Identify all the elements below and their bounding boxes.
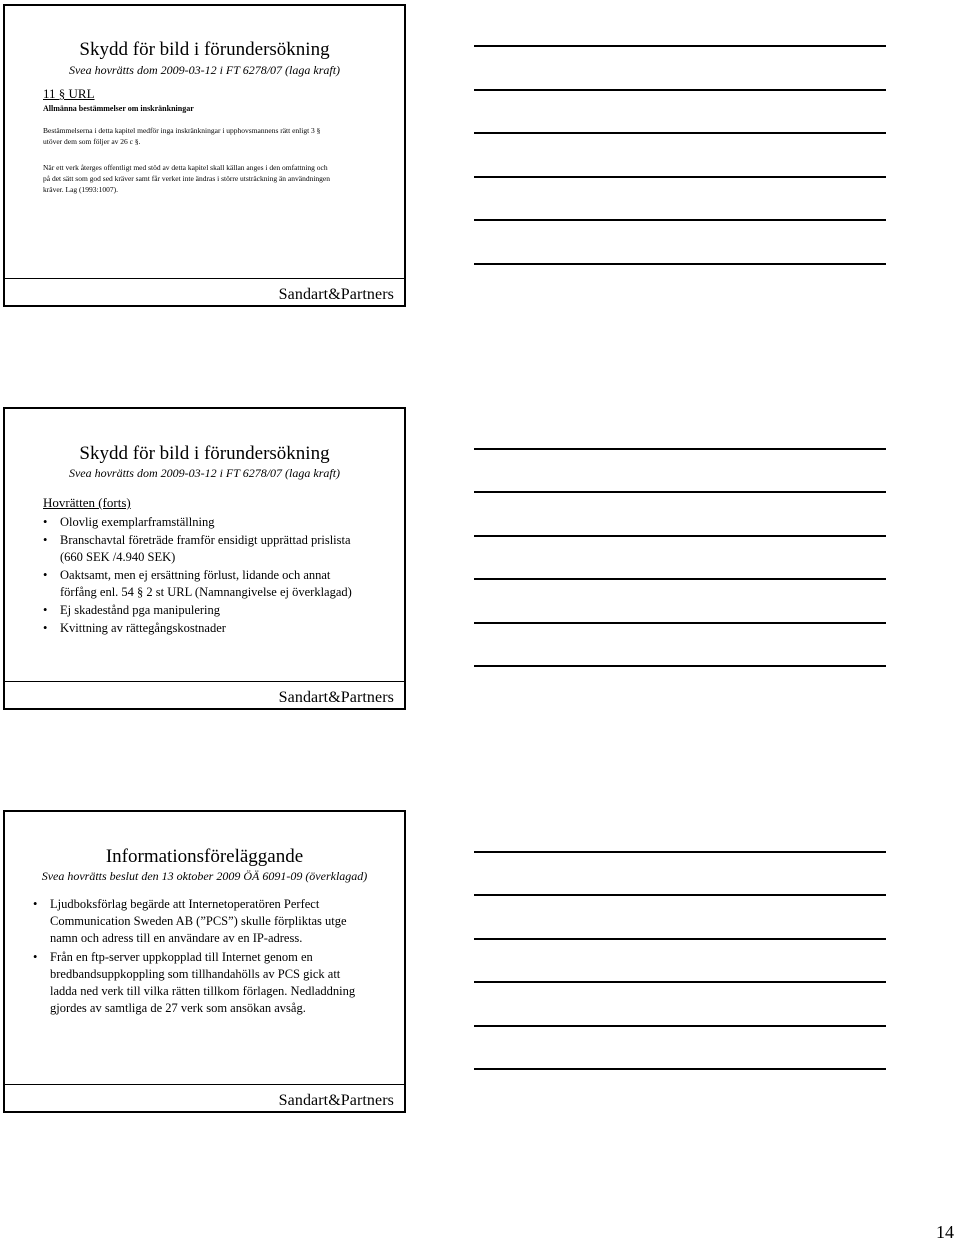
section-heading-text: 11 § URL	[43, 86, 95, 101]
bullet-item	[33, 896, 388, 947]
paragraph-line: När ett verk återges offentligt med stöd av detta kapitel skall källan anges i den omfattning och	[43, 163, 328, 172]
page-number: 14	[936, 1222, 954, 1242]
slide-2	[3, 407, 406, 710]
section-heading-text: Hovrätten (forts)	[43, 495, 131, 510]
paragraph-line: utöver dem som följer av 26 c §.	[43, 137, 141, 146]
notes-line	[474, 1025, 886, 1027]
slide-3	[3, 810, 406, 1113]
bold-line: Allmänna bestämmelser om inskränkningar	[43, 104, 194, 113]
logo: Sandart&Partners	[278, 286, 394, 303]
notes-line	[474, 89, 886, 91]
bullet-line: • Ljudboksförlag begärde att Internetoperatören Perfect	[50, 897, 320, 911]
notes-line	[474, 535, 886, 537]
bullet-line: ladda ned verk till vilka rätten tillkom förlagen. Nedladdning	[50, 984, 356, 998]
notes-line	[474, 219, 886, 221]
section-heading	[43, 495, 131, 511]
slide-title: Skydd för bild i förundersökning	[79, 443, 330, 464]
slide-subtitle: Svea hovrätts dom 2009-03-12 i FT 6278/07 (laga kraft)	[68, 466, 341, 480]
paragraph-line: Bestämmelserna i detta kapitel medför inga inskränkningar i upphovsmannens rätt enligt 3 §	[43, 126, 321, 135]
slide-1	[3, 4, 406, 307]
slide-title: Informationsföreläggande	[105, 846, 304, 867]
notes-line	[474, 938, 886, 940]
paragraph-line: kräver. Lag (1993:1007).	[43, 185, 118, 194]
bullet-item	[33, 949, 388, 1017]
bullet-item	[43, 602, 398, 619]
slide-title: Skydd för bild i förundersökning	[79, 39, 330, 60]
bullet-item	[43, 567, 398, 601]
bullet-line: bredbandsuppkoppling som tillhandahölls av PCS gick att	[50, 967, 341, 981]
paragraph-1	[43, 125, 388, 147]
logo: Sandart&Partners	[278, 689, 394, 706]
bullet-item	[43, 620, 398, 637]
bullet-line: Communication Sweden AB (”PCS”) skulle förpliktas utge	[50, 914, 347, 928]
notes-line	[474, 1068, 886, 1070]
paragraph-line: på det sätt som god sed kräver samt får verket inte ändras i större utsträckning än användningen	[43, 174, 330, 183]
footer-rule	[5, 278, 404, 279]
bullet-line: • Kvittning av rättegångskostnader	[60, 621, 226, 635]
bullet-line: • Ej skadestånd pga manipulering	[60, 603, 221, 617]
notes-line	[474, 176, 886, 178]
bullet-line: • Branschavtal företräde framför ensidigt upprättad prislista	[60, 533, 351, 547]
paragraph-2	[43, 162, 388, 195]
notes-line	[474, 981, 886, 983]
notes-line	[474, 448, 886, 450]
footer-rule	[5, 681, 404, 682]
slide-subtitle: Svea hovrätts beslut den 13 oktober 2009 ÖÄ 6091-09 (överklagad)	[41, 869, 368, 883]
logo: Sandart&Partners	[278, 1092, 394, 1109]
bullet-list	[43, 514, 398, 637]
slide-subtitle: Svea hovrätts dom 2009-03-12 i FT 6278/07 (laga kraft)	[68, 63, 341, 77]
section-heading	[43, 86, 95, 102]
bullet-line: gjordes av samtliga de 27 verk som ansökan avsåg.	[50, 1001, 306, 1015]
notes-line	[474, 491, 886, 493]
notes-line	[474, 622, 886, 624]
bullet-line: • Från en ftp-server uppkopplad till Internet genom en	[50, 950, 313, 964]
bullet-list	[33, 896, 388, 1017]
footer-rule	[5, 1084, 404, 1085]
notes-line	[474, 132, 886, 134]
bullet-line: • Oaktsamt, men ej ersättning förlust, lidande och annat	[60, 568, 331, 582]
bullet-item	[43, 514, 398, 531]
bullet-line: • Olovlig exemplarframställning	[60, 515, 215, 529]
bullet-line: (660 SEK /4.940 SEK)	[60, 550, 176, 564]
notes-line	[474, 894, 886, 896]
notes-line	[474, 578, 886, 580]
notes-line	[474, 665, 886, 667]
bullet-item	[43, 532, 398, 566]
bullet-line: namn och adress till en användare av en IP-adress.	[50, 931, 303, 945]
bullet-line: förfång enl. 54 § 2 st URL (Namnangivelse ej överklagad)	[60, 585, 352, 599]
notes-line	[474, 851, 886, 853]
notes-line	[474, 263, 886, 265]
notes-line	[474, 45, 886, 47]
